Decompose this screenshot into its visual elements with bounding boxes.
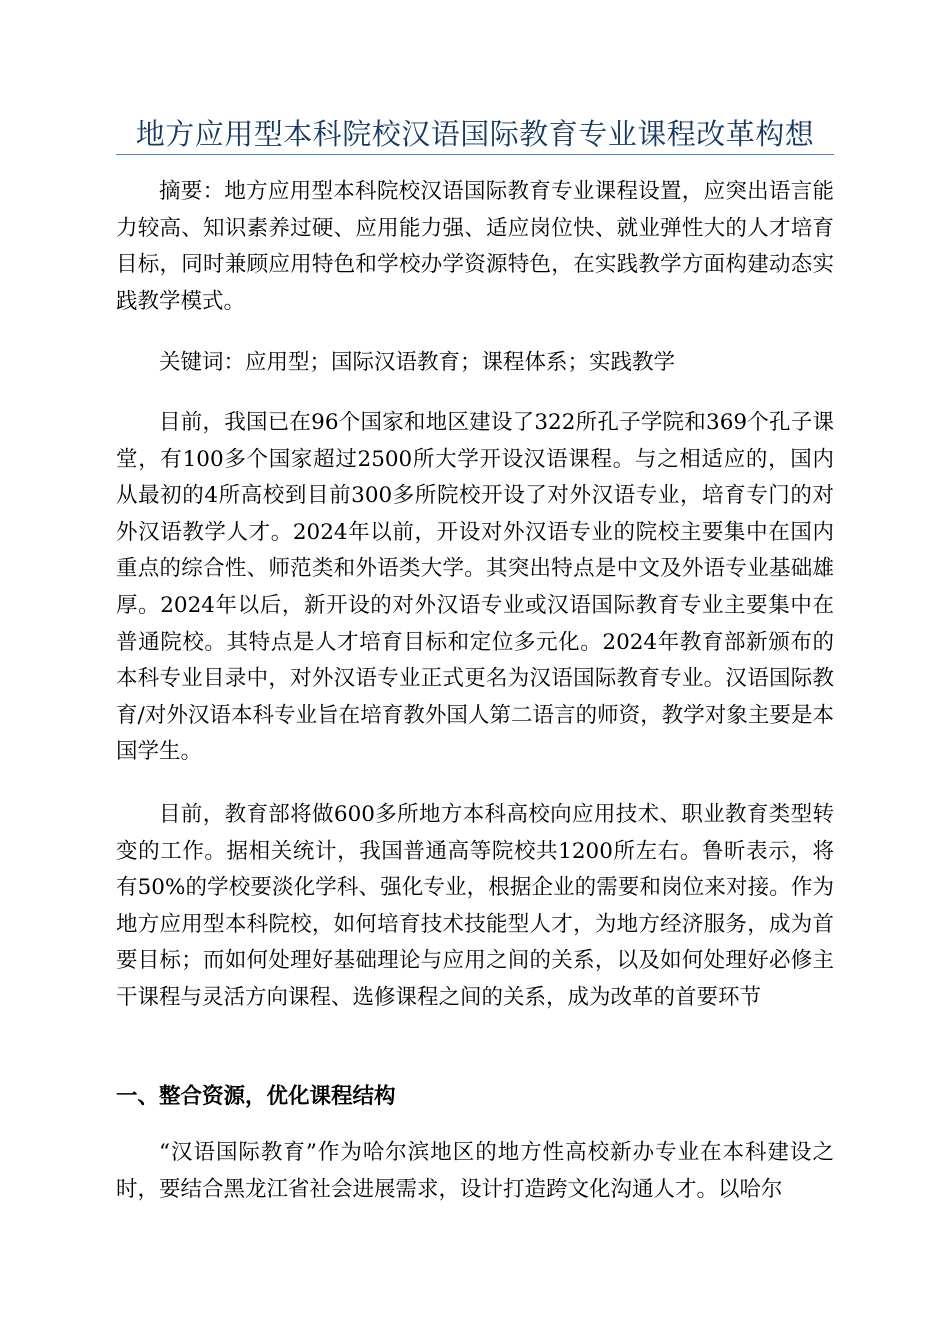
body-paragraph-1: 目前，我国已在96个国家和地区建设了322所孔子学院和369个孔子课堂，有100多个国家超过2500所大学开设汉语课程。与之相适应的，国内从最初的4所高校到目前300多所院校开设了对外汉语专业，培育专门的对外汉语教学人才。2024年以前，开设对外汉语专业的院校主要集中在国内重点的综合性、师范类和外语类大学。其突出特点是中文及外语专业基础雄厚。2024年以后，新开设的对外汉语专业或汉语国际教育专业主要集中在普通院校。其特点是人才培育目标和定位多元化。2024年教育部新颁布的本科专业目录中，对外汉语专业正式更名为汉语国际教育专业。汉语国际教育/对外汉语本科专业旨在培育教外国人第二语言的师资，教学对象主要是本国学生。	[116, 410, 834, 765]
document-title: 地方应用型本科院校汉语国际教育专业课程改革构想	[135, 117, 815, 151]
body-paragraph-2: 目前，教育部将做600多所地方本科高校向应用技术、职业教育类型转变的工作。据相关统计，我国普通高等院校共1200所左右。鲁昕表示，将有50%的学校要淡化学科、强化专业，根据企业的需要和岗位来对接。作为地方应用型本科院校，如何培育技术技能型人才，为地方经济服务，成为首要目标；而如何处理好基础理论与应用之间的关系，以及如何处理好必修主干课程与灵活方向课程、选修课程之间的关系，成为改革的首要环节	[116, 802, 834, 1010]
section-paragraph: “汉语国际教育”作为哈尔滨地区的地方性高校新办专业在本科建设之时，要结合黑龙江省社会进展需求，设计打造跨文化沟通人才。以哈尔	[116, 1140, 834, 1202]
abstract-paragraph: 摘要：地方应用型本科院校汉语国际教育专业课程设置，应突出语言能力较高、知识素养过硬、应用能力强、适应岗位快、就业弹性大的人才培育目标，同时兼顾应用特色和学校办学资源特色，在实践教学方面构建动态实践教学模式。	[116, 179, 834, 314]
section-heading: 一、整合资源，优化课程结构	[116, 1084, 396, 1109]
title-underline	[116, 154, 834, 155]
keywords-paragraph: 关键词：应用型；国际汉语教育；课程体系；实践教学	[159, 350, 676, 375]
